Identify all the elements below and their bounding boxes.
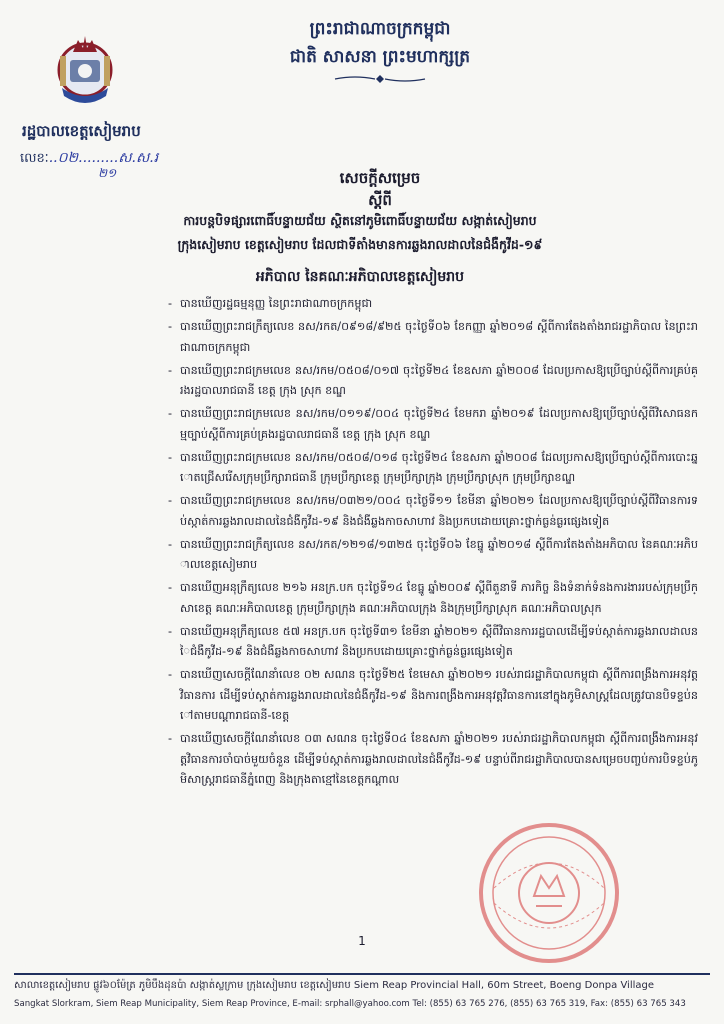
consideration-item: - បានឃើញព្រះរាជក្រឹត្យលេខ នស/រកត/០៩១៨/៩២៥ ចុះថ្ងៃទី០៦ ខែកញ្ញា ឆ្នាំ២០១៨ ស្តីពីការតែងតាំងរាជរដ្ឋាភិបាល នៃព្រះរាជាណាចក្រកម្ពុជា <box>168 317 698 358</box>
consideration-item: - បានឃើញអនុក្រឹត្យលេខ ២១៦ អនក្រ.បក ចុះថ្ងៃទី១៤ ខែធ្នូ ឆ្នាំ២០០៩ ស្តីពីតួនាទី ភារកិច្ច និងទំនាក់ទំនងការងាររបស់ក្រុមប្រឹក្សាខេត្ត គណៈអភិបាលខេត្ត ក្រុមប្រឹក្សាក្រុង គណៈអភិបាលក្រុង និងក្រុមប្រឹក្សាស្រុក គណៈអភិបាលស្រុក <box>168 578 698 619</box>
provincial-logo-icon <box>48 30 122 110</box>
considerations-list <box>168 294 698 793</box>
document-subject-line-1: ការបន្តបិទផ្សារពោធិ៍បន្ទាយជ័យ ស្ថិតនៅភូមិពោធិ៍បន្ទាយជ័យ សង្កាត់សៀមរាប <box>183 213 537 228</box>
issuing-authority: រដ្ឋបាលខេត្តសៀមរាប <box>22 122 141 140</box>
document-subject-line-2: ក្រុងសៀមរាប ខេត្តសៀមរាប ដែលជាទីតាំងមានការឆ្លងរាលដាលនៃជំងឺកូវីដ-១៩ <box>177 237 543 252</box>
consideration-item: - បានឃើញអនុក្រឹត្យលេខ ៥៧ អនក្រ.បក ចុះថ្ងៃទី៣១ ខែមីនា ឆ្នាំ២០២១ ស្តីពីវិធានការរដ្ឋបាលដើម្បីទប់ស្កាត់ការឆ្លងរាលដាលនៃជំងឺកូវីដ-១៩ និងជំងឺឆ្លងកាចសាហាវ និងប្រកបដោយគ្រោះថ្នាក់ធ្ងន់ធ្ងរផ្សេងទៀត <box>168 622 698 663</box>
ornament-divider <box>330 74 430 84</box>
consideration-item: - បានឃើញសេចក្តីណែនាំលេខ ០៣ សណន ចុះថ្ងៃទី០៤ ខែឧសភា ឆ្នាំ២០២១ របស់រាជរដ្ឋាភិបាលកម្ពុជា ស្តីពីការពង្រឹងការអនុវត្តវិធានការចាំបាច់មួយចំនួន ដើម្បីទប់ស្កាត់ការឆ្លងរាលដាលនៃជំងឺកូវីដ-១៩ បន្ទាប់ពីរាជរដ្ឋាភិបាលបានសម្រេចបញ្ចប់ការបិទខ្ទប់ភូមិសាស្ត្ររាជធានីភ្នំពេញ និងក្រុងតាខ្មៅនៃខេត្តកណ្តាល <box>168 729 698 791</box>
page-number: 1 <box>358 934 366 948</box>
kingdom-heading: ព្រះរាជាណាចក្រកម្ពុជា <box>309 19 451 39</box>
consideration-item: - បានឃើញព្រះរាជក្រមលេខ នស/រកម/០៣២១/០០៤ ចុះថ្ងៃទី១១ ខែមីនា ឆ្នាំ២០២១ ដែលប្រកាសឱ្យប្រើច្បាប់ស្តីពីវិធានការទប់ស្កាត់ការឆ្លងរាលដាលនៃជំងឺកូវីដ-១៩ និងជំងឺឆ្លងកាចសាហាវ និងប្រកបដោយគ្រោះថ្នាក់ធ្ងន់ធ្ងរផ្សេងទៀត <box>168 491 698 532</box>
document-subject-label: ស្តីពី <box>368 191 392 209</box>
consideration-item: - បានឃើញព្រះរាជក្រឹត្យលេខ នស/រកត/១២១៨/១៣២៥ ចុះថ្ងៃទី០៦ ខែធ្នូ ឆ្នាំ២០១៨ ស្តីពីការតែងតាំងអភិបាល នៃគណៈអភិបាលខេត្តសៀមរាប <box>168 535 698 576</box>
authority-heading: អភិបាល នៃគណៈអភិបាលខេត្តសៀមរាប <box>255 269 465 285</box>
consideration-item: - បានឃើញព្រះរាជក្រមលេខ នស/រកម/០៥០៨/០១៨ ចុះថ្ងៃទី២៤ ខែឧសភា ឆ្នាំ២០០៨ ដែលប្រកាសឱ្យប្រើច្បាប់ស្តីពីការបោះឆ្នោតជ្រើសរើសក្រុមប្រឹក្សារាជធានី ក្រុមប្រឹក្សាខេត្ត ក្រុមប្រឹក្សាក្រុង ក្រុមប្រឹក្សាស្រុក ក្រុមប្រឹក្សាខណ្ឌ <box>168 448 698 489</box>
consideration-item: - បានឃើញព្រះរាជក្រមលេខ នស/រកម/០១១៩/០០៤ ចុះថ្ងៃទី២៤ ខែមករា ឆ្នាំ២០១៩ ដែលប្រកាសឱ្យប្រើច្បាប់ស្តីពីវិសោធនកម្មច្បាប់ស្តីពីការគ្រប់គ្រងរដ្ឋបាលរាជធានី ខេត្ត ក្រុង ស្រុក ខណ្ឌ <box>168 404 698 445</box>
consideration-item: - បានឃើញព្រះរាជក្រមលេខ នស/រកម/០៥០៨/០១៧ ចុះថ្ងៃទី២៤ ខែឧសភា ឆ្នាំ២០០៨ ដែលប្រកាសឱ្យប្រើច្បាប់ស្តីពីការគ្រប់គ្រងរដ្ឋបាលរាជធានី ខេត្ត ក្រុង ស្រុក ខណ្ឌ <box>168 361 698 402</box>
reference-number <box>20 148 158 183</box>
reference-sub: ២១ <box>98 166 117 180</box>
reference-value: ..០២.........ស.ស.រ <box>48 150 159 166</box>
consideration-item: - បានឃើញរដ្ឋធម្មនុញ្ញ នៃព្រះរាជាណាចក្រកម្ពុជា <box>168 294 698 315</box>
official-seal-icon <box>474 818 624 968</box>
footer-address-line-1: សាលាខេត្តសៀមរាប ផ្លូវ៦០ម៉ែត្រ ភូមិបឹងដុនប៉ា សង្កាត់ស្លក្រាម ក្រុងសៀមរាប ខេត្តសៀមរាប Siem Reap Provincial Hall, 60m Street, Boeng Donpa Village <box>14 980 655 991</box>
consideration-item: - បានឃើញសេចក្តីណែនាំលេខ ០២ សណន ចុះថ្ងៃទី២៥ ខែមេសា ឆ្នាំ២០២១ របស់រាជរដ្ឋាភិបាលកម្ពុជា ស្តីពីការពង្រឹងការអនុវត្តវិធានការ ដើម្បីទប់ស្កាត់ការឆ្លងរាលដាលនៃជំងឺកូវីដ-១៩ និងការពង្រឹងការអនុវត្តវិធានការនៅក្នុងភូមិសាស្ត្រដែលត្រូវបានបិទខ្ទប់នៅតាមបណ្តារាជធានី-ខេត្ត <box>168 665 698 727</box>
footer-divider <box>14 973 710 975</box>
reference-label: លេខៈ <box>20 151 49 166</box>
footer-address-line-2: Sangkat Slorkram, Siem Reap Municipality, Siem Reap Province, E-mail: srphall@yahoo.com Tel: (855) 63 765 276, (855) 63 765 319, Fax: (855) 63 765 343 <box>14 999 686 1009</box>
document-type-title: សេចក្តីសម្រេច <box>339 169 421 187</box>
national-motto: ជាតិ សាសនា ព្រះមហាក្សត្រ <box>289 47 471 67</box>
